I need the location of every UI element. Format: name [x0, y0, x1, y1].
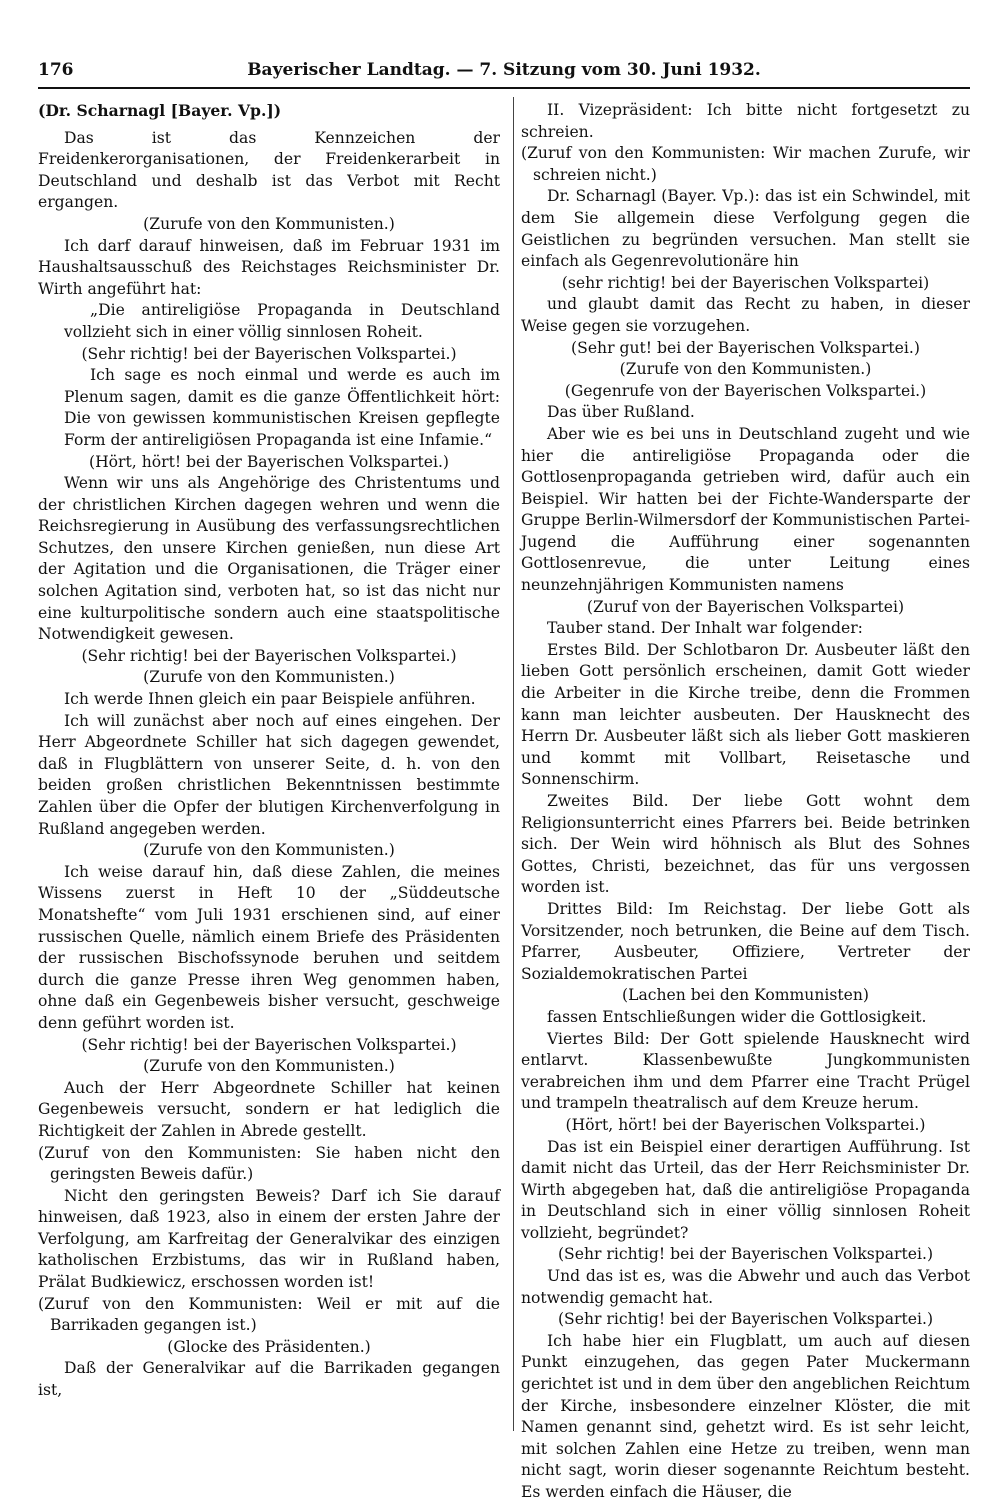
interjection: (Sehr richtig! bei der Bayerischen Volkspartei.) — [557, 1310, 934, 1329]
paragraph: Erstes Bild. Der Schlotbaron Dr. Ausbeuter läßt den lieben Gott persönlich erscheinen, damit Gott wieder die Arbeiter in die Kirche treibe, denn die Frommen kann man leichter ausbeuten. Der Hausknecht des Herrn Dr. Ausbeuter läßt sich als lieber Gott maskieren und kommt mit Vollbart, Reisetasche und Sonnenschirm. — [521, 640, 970, 789]
paragraph: und glaubt damit das Recht zu haben, in dieser Weise gegen sie vorzugehen. — [521, 295, 970, 335]
column-divider — [513, 97, 514, 1431]
right-column — [521, 100, 970, 1504]
interjection: (Zurufe von den Kommunisten.) — [143, 1057, 395, 1076]
page-header — [38, 60, 970, 86]
paragraph: Das ist ein Beispiel einer derartigen Aufführung. Ist damit nicht das Urteil, das der Herr Reichsminister Dr. Wirth abgegeben hat, daß die antireligiöse Propaganda in Deutschland sich in einer völlig sinnlosen Roheit vollzieht, begründet? — [521, 1137, 970, 1242]
interjection: (Sehr richtig! bei der Bayerischen Volkspartei.) — [81, 646, 457, 665]
page-number: 176 — [38, 60, 74, 80]
interjection: (Zurufe von den Kommunisten.) — [619, 360, 872, 379]
paragraph: Dr. Scharnagl (Bayer. Vp.): das ist ein Schwindel, mit dem Sie allgemein diese Verfolgung gegen die Geistlichen zu begründen versuchen. Man stellt sie einfach als Gegenrevolutionäre hin — [521, 187, 970, 271]
paragraph: Ich darf darauf hinweisen, daß im Februar 1931 im Haushaltsausschuß des Reichstages Reichsminister Dr. Wirth angeführt hat: — [38, 236, 500, 298]
quotation: Ich sage es noch einmal und werde es auch im Plenum sagen, damit es die ganze Öffentlichkeit hört: Die von gewissen kommunistischen Kreisen gepflegte Form der antireligiösen Propaganda ist eine Infamie.“ — [64, 366, 500, 449]
paragraph: Wenn wir uns als Angehörige des Christentums und der christlichen Kirchen dagegen wehren und wenn die Reichsregierung in Ausübung des verfassungsrechtlichen Schutzes, den unsere Kirchen genießen, nun diese Art der Agitation und die Organisationen, die Träger einer solchen Agitation sind, verboten hat, so ist das nicht nur eine kulturpolitische sondern auch eine staatspolitische Notwendigkeit gewesen. — [38, 474, 500, 644]
paragraph: Aber wie es bei uns in Deutschland zugeht und wie hier die antireligiöse Propaganda oder die Gottlosenpropaganda getrieben wird, dafür auch ein Beispiel. Wir hatten bei der Fichte-Wandersparte der Gruppe Berlin-Wilmersdorf der Kommunistischen Partei-Jugend die Aufführung einer sogenannten Gottlosenrevue, die unter Leitung eines neunzehnjährigen Kommunisten namens — [521, 424, 970, 595]
running-title: Bayerischer Landtag. — 7. Sitzung vom 30. Juni 1932. — [247, 60, 761, 80]
interjection: (Glocke des Präsidenten.) — [167, 1337, 371, 1356]
interjection: (Zurufe von den Kommunisten.) — [143, 668, 395, 687]
paragraph: Ich weise darauf hin, daß diese Zahlen, die meines Wissens zuerst in Heft 10 der „Süddeutsche Monatshefte“ vom Juli 1931 erschienen sind, auf einer russischen Quelle, nämlich einem Briefe des Präsidenten der russischen Bischofssynode beruhen und seitdem durch die ganze Presse ihren Weg genommen haben, ohne daß ein Gegenbeweis bisher versucht, geschweige denn geführt worden ist. — [38, 862, 500, 1032]
interjection: (Gegenrufe von der Bayerischen Volkspartei.) — [564, 381, 927, 400]
paragraph: fassen Entschließungen wider die Gottlosigkeit. — [547, 1007, 927, 1026]
interjection: (Zuruf von den Kommunisten: Sie haben nicht den geringsten Beweis dafür.) — [38, 1143, 500, 1184]
interjection: (Hört, hört! bei der Bayerischen Volkspartei.) — [88, 452, 449, 471]
interjection: (Zuruf von den Kommunisten: Weil er mit auf die Barrikaden gegangen ist.) — [38, 1294, 500, 1335]
paragraph: Auch der Herr Abgeordnete Schiller hat keinen Gegenbeweis versucht, sondern er hat lediglich die Richtigkeit der Zahlen in Abrede gestellt. — [38, 1078, 500, 1140]
paragraph: Viertes Bild: Der Gott spielende Hausknecht wird entlarvt. Klassenbewußte Jungkommunisten verabreichen ihm und dem Pfarrer eine Tracht Prügel und trampeln theatralisch auf dem Kreuze herum. — [521, 1029, 970, 1113]
interjection: (Zuruf von der Bayerischen Volkspartei) — [586, 597, 905, 616]
paragraph: Und das ist es, was die Abwehr und auch das Verbot notwendig gemacht hat. — [521, 1267, 970, 1307]
interjection: (Hört, hört! bei der Bayerischen Volkspartei.) — [565, 1115, 926, 1134]
left-column — [38, 100, 500, 1402]
interjection: (Lachen bei den Kommunisten) — [622, 986, 869, 1005]
paragraph: Daß der Generalvikar auf die Barrikaden gegangen ist, — [38, 1359, 500, 1400]
interjection: (Sehr richtig! bei der Bayerischen Volkspartei.) — [81, 1035, 457, 1054]
paragraph: Das ist das Kennzeichen der Freidenkerorganisationen, der Freidenkerarbeit in Deutschland und deshalb ist das Verbot mit Recht ergangen. — [38, 128, 500, 212]
quotation: „Die antireligiöse Propaganda in Deutschland vollzieht sich in einer völlig sinnlosen Roheit. — [64, 301, 500, 341]
paragraph: Ich will zunächst aber noch auf eines eingehen. Der Herr Abgeordnete Schiller hat sich dagegen gewendet, daß in Flugblättern von unserer Seite, d. h. von den beiden großen christlichen Bekenntnissen bestimmte Zahlen über die Opfer der blutigen Kirchenverfolgung in Rußland angegeben werden. — [38, 711, 500, 838]
interjection: (Sehr richtig! bei der Bayerischen Volkspartei.) — [81, 344, 457, 363]
paragraph: Ich habe hier ein Flugblatt, um auch auf diesen Punkt einzugehen, das gegen Pater Muckermann gerichtet ist und in dem über den angeblichen Reichtum der Kirche, insbesondere einzelner Klöster, die mit Namen genannt sind, gehetzt wird. Es ist sehr leicht, mit solchen Zahlen eine Hetze zu treiben, wenn man nicht sagt, worin dieser sogenannte Reichtum besteht. Es werden einfach die Häuser, die — [521, 1331, 970, 1501]
paragraph: Ich werde Ihnen gleich ein paar Beispiele anführen. — [64, 690, 476, 709]
paragraph: Tauber stand. Der Inhalt war folgender: — [547, 619, 863, 638]
paragraph: Das über Rußland. — [547, 403, 695, 422]
interjection: (Zuruf von den Kommunisten: Wir machen Zurufe, wir schreien nicht.) — [521, 144, 970, 184]
interjection: (Sehr gut! bei der Bayerischen Volkspartei.) — [571, 338, 920, 357]
paragraph: Nicht den geringsten Beweis? Darf ich Sie darauf hinweisen, daß 1923, also in einem der ersten Jahre der Verfolgung, am Karfreitag der Generalvikar des einzigen katholischen Erzbistums, das wir in Rußland haben, Prälat Budkiewicz, erschossen worden ist! — [38, 1186, 500, 1292]
interjection: (Zurufe von den Kommunisten.) — [143, 214, 395, 233]
paragraph: Zweites Bild. Der liebe Gott wohnt dem Religionsunterricht eines Pfarrers bei. Beide betrinken sich. Der Wein wird höhnisch als Blut des Sohnes Gottes, Christi, bezeichnet, das für uns vergossen worden ist. — [521, 792, 970, 897]
interjection: (Sehr richtig! bei der Bayerischen Volkspartei.) — [557, 1245, 934, 1264]
interjection: (Zurufe von den Kommunisten.) — [143, 841, 395, 860]
speaker-heading: (Dr. Scharnagl [Bayer. Vp.]) — [38, 101, 282, 120]
paragraph: Drittes Bild: Im Reichstag. Der liebe Gott als Vorsitzender, noch betrunken, die Beine auf dem Tisch. Pfarrer, Ausbeuter, Offiziere, Vertreter der Sozialdemokratischen Partei — [521, 899, 970, 983]
header-rule — [38, 87, 970, 89]
paragraph: II. Vizepräsident: Ich bitte nicht fortgesetzt zu schreien. — [521, 101, 970, 141]
interjection: (sehr richtig! bei der Bayerischen Volkspartei) — [561, 273, 930, 292]
